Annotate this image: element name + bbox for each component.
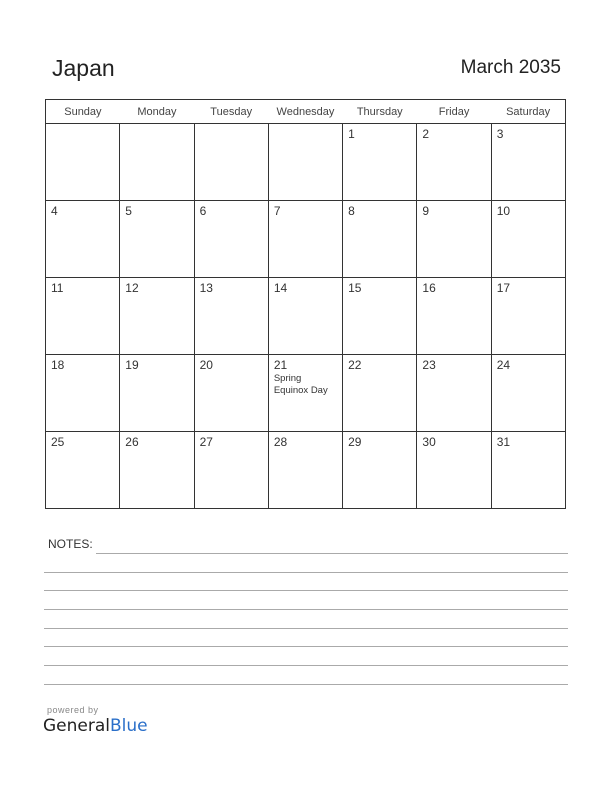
day-cell [268, 432, 342, 509]
week-row [46, 124, 566, 201]
weekday-header: Tuesday [194, 100, 268, 124]
day-cell [343, 355, 417, 432]
day-number: 30 [422, 435, 436, 449]
day-number: 29 [348, 435, 362, 449]
day-number: 3 [496, 127, 504, 141]
logo-general-text: General [43, 716, 110, 736]
day-cell [343, 278, 417, 355]
day-cell [491, 278, 565, 355]
day-cell [46, 432, 120, 509]
notes-label: NOTES: [48, 537, 93, 551]
month-title: March 2035 [460, 57, 561, 78]
day-cell [417, 432, 491, 509]
week-row [46, 278, 566, 355]
day-cell [491, 124, 565, 201]
day-number: 2 [422, 127, 430, 141]
weekday-header: Thursday [343, 100, 417, 124]
note-line [44, 646, 568, 647]
day-number: 9 [422, 204, 430, 218]
country-title: Japan [52, 55, 115, 81]
note-line [96, 553, 568, 554]
day-number: 31 [496, 435, 511, 449]
day-number: 5 [125, 204, 132, 218]
day-cell [120, 432, 194, 509]
day-number: 18 [51, 358, 65, 372]
note-line [44, 609, 568, 610]
day-cell [268, 124, 342, 201]
day-number: 16 [422, 281, 436, 295]
day-number: 7 [273, 204, 281, 218]
powered-by-text: powered by [47, 705, 99, 715]
day-number: 14 [273, 281, 288, 295]
day-number: 23 [422, 358, 436, 372]
day-number: 13 [199, 281, 213, 295]
day-cell [194, 278, 268, 355]
day-number: 22 [348, 358, 362, 372]
day-cell [46, 124, 120, 201]
calendar-grid [45, 99, 566, 509]
day-number: 28 [273, 435, 288, 449]
weekday-header: Monday [120, 100, 194, 124]
note-line [44, 572, 568, 573]
week-row [46, 355, 566, 432]
week-row [46, 432, 566, 509]
note-line [44, 684, 568, 685]
day-number: 20 [199, 358, 213, 372]
day-cell [343, 201, 417, 278]
day-number: 1 [348, 127, 355, 141]
day-number: 10 [496, 204, 511, 218]
day-cell [491, 355, 565, 432]
note-line [44, 590, 568, 591]
note-line [44, 628, 568, 629]
day-cell [491, 201, 565, 278]
day-number: 19 [125, 358, 139, 372]
day-number: 24 [496, 358, 511, 372]
note-line [44, 665, 568, 666]
weekday-header: Sunday [46, 100, 120, 124]
holiday-label-line: Equinox Day [273, 385, 328, 396]
day-cell [343, 124, 417, 201]
weekday-header: Saturday [491, 100, 565, 124]
day-number: 25 [51, 435, 65, 449]
day-cell [120, 124, 194, 201]
day-cell [194, 432, 268, 509]
day-cell [417, 278, 491, 355]
day-cell [120, 201, 194, 278]
day-number: 27 [199, 435, 213, 449]
day-number: 21 [273, 358, 288, 372]
day-number: 11 [51, 281, 64, 295]
day-cell [46, 355, 120, 432]
day-cell [46, 201, 120, 278]
day-number: 4 [51, 204, 58, 218]
day-cell [268, 201, 342, 278]
day-cell [268, 278, 342, 355]
day-number: 12 [125, 281, 139, 295]
day-cell [194, 124, 268, 201]
day-cell [120, 355, 194, 432]
day-cell [491, 432, 565, 509]
day-cell [268, 355, 342, 432]
day-cell [194, 201, 268, 278]
day-cell [417, 355, 491, 432]
holiday-label [274, 373, 337, 397]
day-cell [343, 432, 417, 509]
day-cell [417, 124, 491, 201]
weekday-header: Wednesday [268, 100, 342, 124]
day-number: 17 [496, 281, 511, 295]
day-cell [46, 278, 120, 355]
day-number: 8 [348, 204, 355, 218]
day-cell [417, 201, 491, 278]
holiday-label-line: Spring [273, 373, 302, 384]
day-number: 26 [125, 435, 139, 449]
generalblue-logo [43, 716, 148, 736]
week-row [46, 201, 566, 278]
day-cell [194, 355, 268, 432]
weekday-header: Friday [417, 100, 491, 124]
day-cell [120, 278, 194, 355]
logo-blue-text: Blue [110, 716, 148, 736]
day-number: 15 [348, 281, 362, 295]
day-number: 6 [199, 204, 207, 218]
weekday-header-row [46, 100, 566, 124]
